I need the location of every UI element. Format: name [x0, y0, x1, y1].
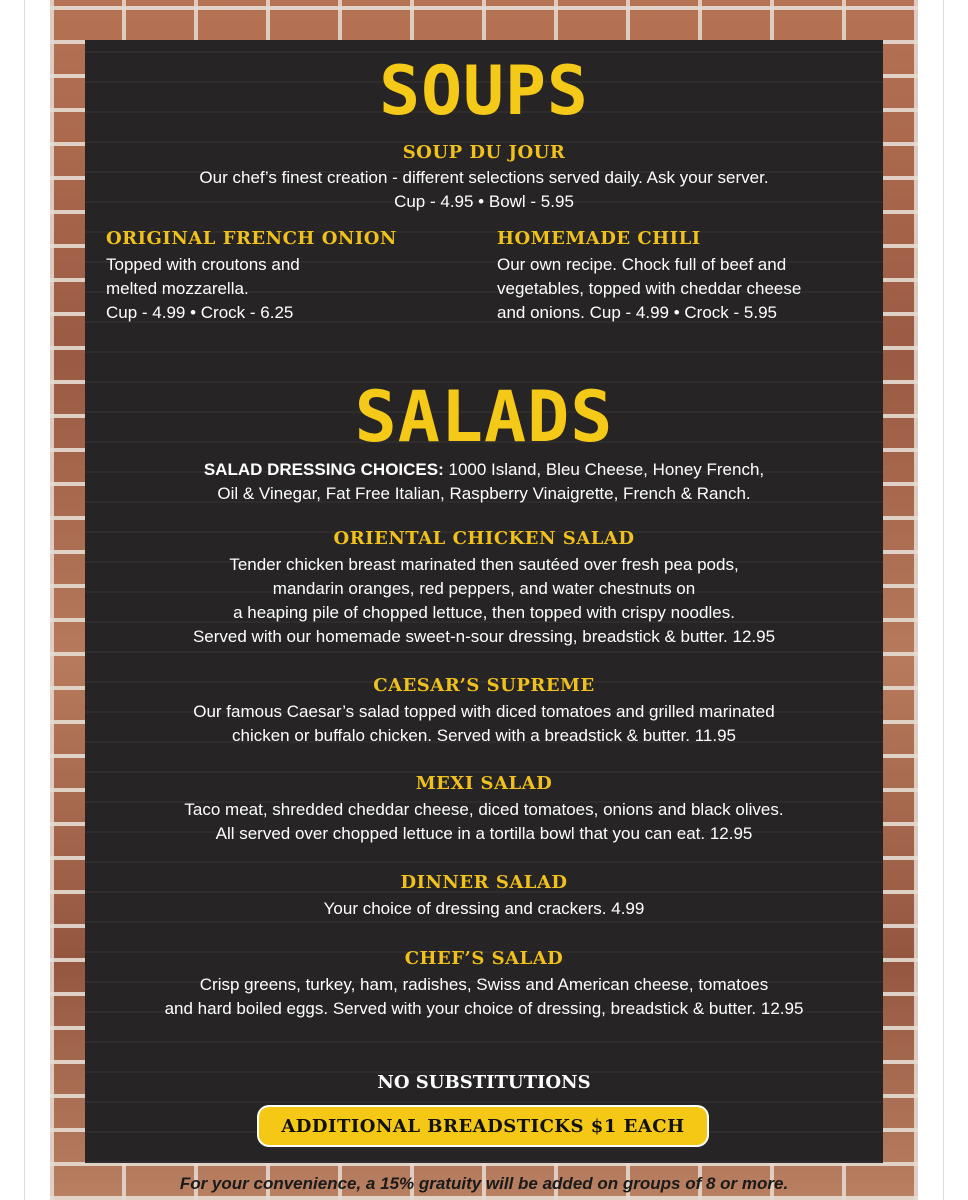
french-onion-desc-2: melted mozzarella.: [106, 279, 249, 298]
oriental-chicken-salad-title: ORIENTAL CHICKEN SALAD: [333, 528, 635, 549]
additional-breadsticks-badge: ADDITIONAL BREADSTICKS $1 EACH: [259, 1107, 707, 1145]
soup-du-jour-price: Cup - 4.95 • Bowl - 5.95: [394, 192, 574, 211]
soups-heading: SOUPS: [379, 52, 589, 131]
caesar-supreme-title: CAESAR’S SUPREME: [373, 675, 595, 696]
oriental-desc-2: mandarin oranges, red peppers, and water chestnuts on: [272, 579, 696, 598]
soup-du-jour-title: SOUP DU JOUR: [402, 142, 566, 163]
oriental-desc-4: Served with our homemade sweet-n-sour dressing, breadstick & butter. 12.95: [192, 627, 776, 646]
chili-title: HOMEMADE CHILI: [497, 228, 701, 249]
chili-desc-3: and onions. Cup - 4.99 • Crock - 5.95: [497, 303, 777, 322]
mexi-salad-title: MEXI SALAD: [415, 773, 553, 794]
dinner-salad-title: DINNER SALAD: [400, 872, 568, 893]
chefs-salad-title: CHEF’S SALAD: [404, 948, 564, 969]
dinner-desc: Your choice of dressing and crackers. 4.99: [323, 899, 645, 918]
caesar-desc-1: Our famous Caesar’s salad topped with diced tomatoes and grilled marinated: [193, 702, 775, 721]
french-onion-desc-1: Topped with croutons and: [106, 255, 300, 274]
french-onion-title: ORIGINAL FRENCH ONION: [106, 228, 397, 249]
mexi-desc-2: All served over chopped lettuce in a tortilla bowl that you can eat. 12.95: [215, 824, 753, 843]
french-onion-price: Cup - 4.99 • Crock - 6.25: [106, 303, 294, 322]
salads-heading: SALADS: [354, 376, 614, 458]
dressing-choices-list-1: 1000 Island, Bleu Cheese, Honey French,: [443, 460, 765, 479]
dressing-choices-label: SALAD DRESSING CHOICES:: [203, 460, 444, 479]
chefs-desc-1: Crisp greens, turkey, ham, radishes, Swiss and American cheese, tomatoes: [199, 975, 769, 994]
no-substitutions-note: NO SUBSTITUTIONS: [377, 1072, 591, 1093]
chili-desc-1: Our own recipe. Chock full of beef and: [497, 255, 787, 274]
gratuity-footer: For your convenience, a 15% gratuity will be added on groups of 8 or more.: [179, 1174, 789, 1193]
mexi-desc-1: Taco meat, shredded cheddar cheese, diced tomatoes, onions and black olives.: [184, 800, 784, 819]
dressing-choices-line-2: Oil & Vinegar, Fat Free Italian, Raspberry Vinaigrette, French & Ranch.: [217, 484, 751, 503]
dressing-choices-line-1: [0, 458, 968, 482]
chefs-desc-2: and hard boiled eggs. Served with your choice of dressing, breadstick & butter. 12.95: [164, 999, 804, 1018]
caesar-desc-2: chicken or buffalo chicken. Served with a breadstick & butter. 11.95: [232, 726, 736, 745]
soup-du-jour-desc: Our chef’s finest creation - different selections served daily. Ask your server.: [199, 168, 769, 187]
oriental-desc-3: a heaping pile of chopped lettuce, then topped with crispy noodles.: [233, 603, 735, 622]
chili-desc-2: vegetables, topped with cheddar cheese: [497, 279, 802, 298]
oriental-desc-1: Tender chicken breast marinated then sautéed over fresh pea pods,: [229, 555, 739, 574]
